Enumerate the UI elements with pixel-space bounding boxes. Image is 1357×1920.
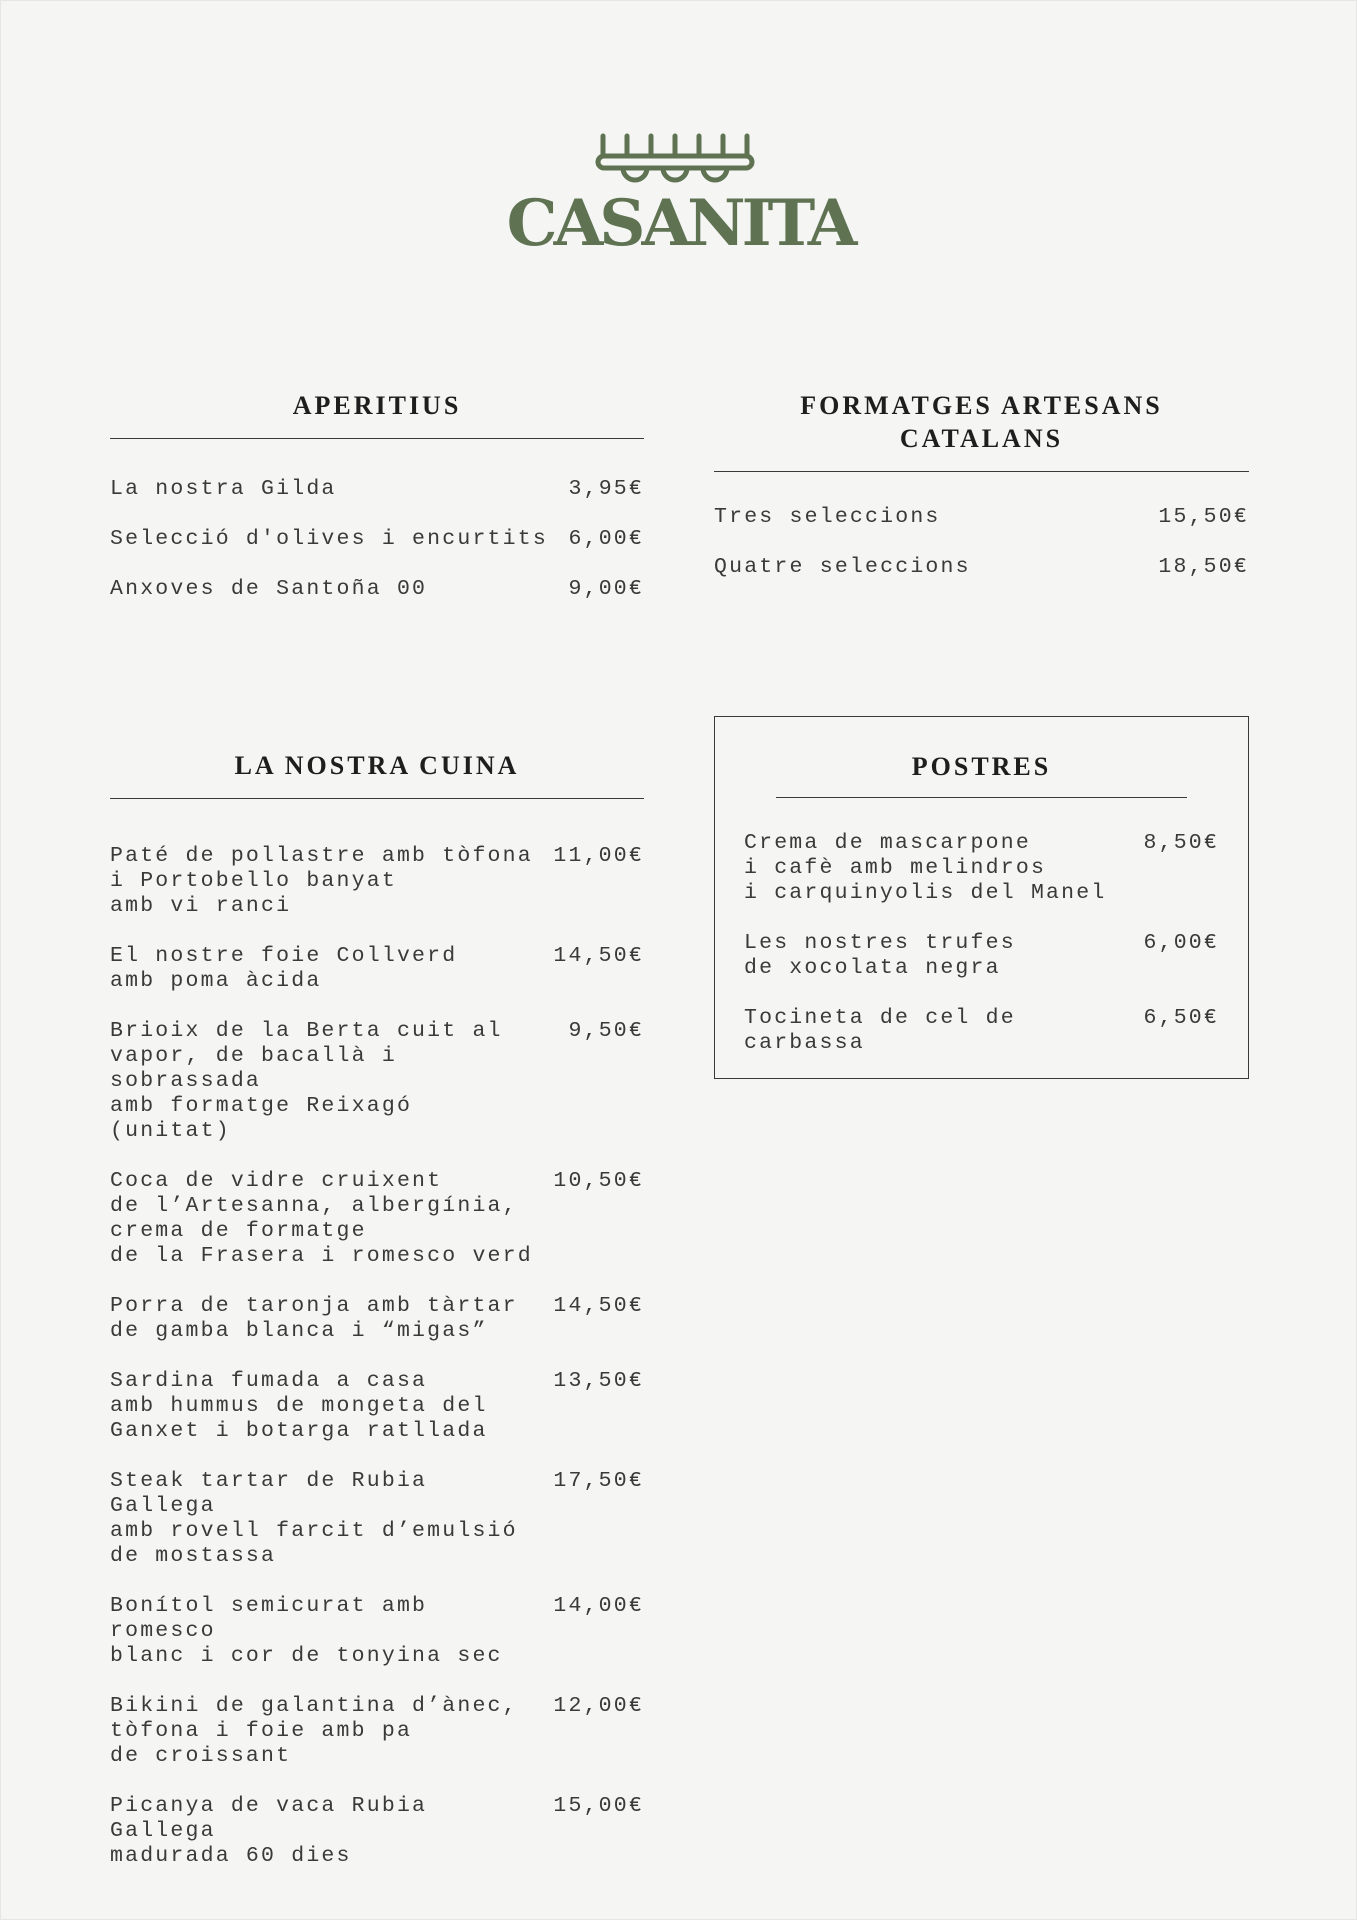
brand-wordmark: CASANITA	[506, 186, 854, 261]
section-cuina	[110, 749, 644, 1894]
menu-item	[714, 555, 1249, 580]
dish-price: 3,95€	[568, 477, 644, 501]
section-title: LA NOSTRA CUINA	[110, 749, 644, 799]
dish-price: 6,00€	[1143, 931, 1219, 955]
dish-name: Paté de pollastre amb tòfona i Portobello banyat amb vi ranci	[110, 844, 533, 918]
dish-name: Brioix de la Berta cuit al vapor, de bacallà i sobrassada amb formatge Reixagó (unitat)	[110, 1019, 503, 1143]
menu-list	[714, 505, 1249, 580]
menu-item	[110, 1594, 644, 1669]
menu-item	[744, 931, 1219, 981]
menu-item	[110, 1019, 644, 1144]
dish-price: 15,00€	[553, 1794, 644, 1818]
menu-item	[714, 505, 1249, 530]
awning-icon	[595, 128, 765, 184]
dish-name: El nostre foie Collverd amb poma àcida	[110, 944, 458, 993]
menu-item	[110, 477, 644, 502]
dish-name: Steak tartar de Rubia Gallega amb rovell farcit d’emulsió de mostassa	[110, 1469, 518, 1568]
section-title: POSTRES	[776, 750, 1187, 798]
dish-name: La nostra Gilda	[110, 477, 337, 501]
menu-item	[744, 1006, 1219, 1056]
dish-price: 9,50€	[568, 1019, 644, 1043]
dish-price: 13,50€	[553, 1369, 644, 1393]
section-title: APERITIUS	[110, 389, 644, 439]
dish-price: 18,50€	[1158, 555, 1249, 579]
dish-price: 15,50€	[1158, 505, 1249, 529]
dish-name: Les nostres trufes de xocolata negra	[744, 931, 1016, 980]
dish-name: Bikini de galantina d’ànec, tòfona i foie amb pa de croissant	[110, 1694, 518, 1768]
menu-item	[110, 1294, 644, 1344]
menu-item	[110, 844, 644, 919]
dish-price: 9,00€	[568, 577, 644, 601]
menu-item	[744, 831, 1219, 906]
dish-name: Selecció d'olives i encurtits	[110, 527, 548, 551]
logo	[505, 128, 855, 268]
menu-item	[110, 1794, 644, 1869]
menu-item	[110, 1469, 644, 1569]
section-postres	[714, 716, 1249, 1079]
menu-item	[110, 1694, 644, 1769]
menu-item	[110, 1369, 644, 1444]
dish-name: Anxoves de Santoña 00	[110, 577, 428, 601]
dish-price: 10,50€	[553, 1169, 644, 1193]
dish-price: 6,00€	[568, 527, 644, 551]
dish-price: 8,50€	[1143, 831, 1219, 855]
menu-list	[110, 477, 644, 602]
menu-list	[744, 831, 1219, 1056]
section-aperitius	[110, 389, 644, 627]
menu-item	[110, 944, 644, 994]
dish-price: 11,00€	[553, 844, 644, 868]
dish-price: 6,50€	[1143, 1006, 1219, 1030]
menu-item	[110, 577, 644, 602]
menu-list	[110, 844, 644, 1869]
dish-name: Crema de mascarpone i cafè amb melindros i carquinyolis del Manel	[744, 831, 1107, 905]
dish-price: 14,50€	[553, 944, 644, 968]
dish-name: Tres seleccions	[714, 505, 941, 529]
dish-name: Porra de taronja amb tàrtar de gamba blanca i “migas”	[110, 1294, 518, 1343]
dish-price: 14,50€	[553, 1294, 644, 1318]
section-formatges	[714, 389, 1249, 605]
dish-name: Quatre seleccions	[714, 555, 971, 579]
dish-name: Sardina fumada a casa amb hummus de mongeta del Ganxet i botarga ratllada	[110, 1369, 488, 1443]
dish-name: Picanya de vaca Rubia Gallega madurada 60 dies	[110, 1794, 428, 1868]
menu-item	[110, 527, 644, 552]
section-title: FORMATGES ARTESANS CATALANS	[714, 389, 1249, 472]
dish-price: 14,00€	[553, 1594, 644, 1618]
dish-price: 17,50€	[553, 1469, 644, 1493]
dish-name: Bonítol semicurat amb romesco blanc i cor de tonyina sec	[110, 1594, 503, 1668]
dish-name: Tocineta de cel de carbassa	[744, 1006, 1016, 1055]
menu-item	[110, 1169, 644, 1269]
dish-name: Coca de vidre cruixent de l’Artesanna, albergínia, crema de formatge de la Frasera i romesco verd	[110, 1169, 533, 1268]
dish-price: 12,00€	[553, 1694, 644, 1718]
